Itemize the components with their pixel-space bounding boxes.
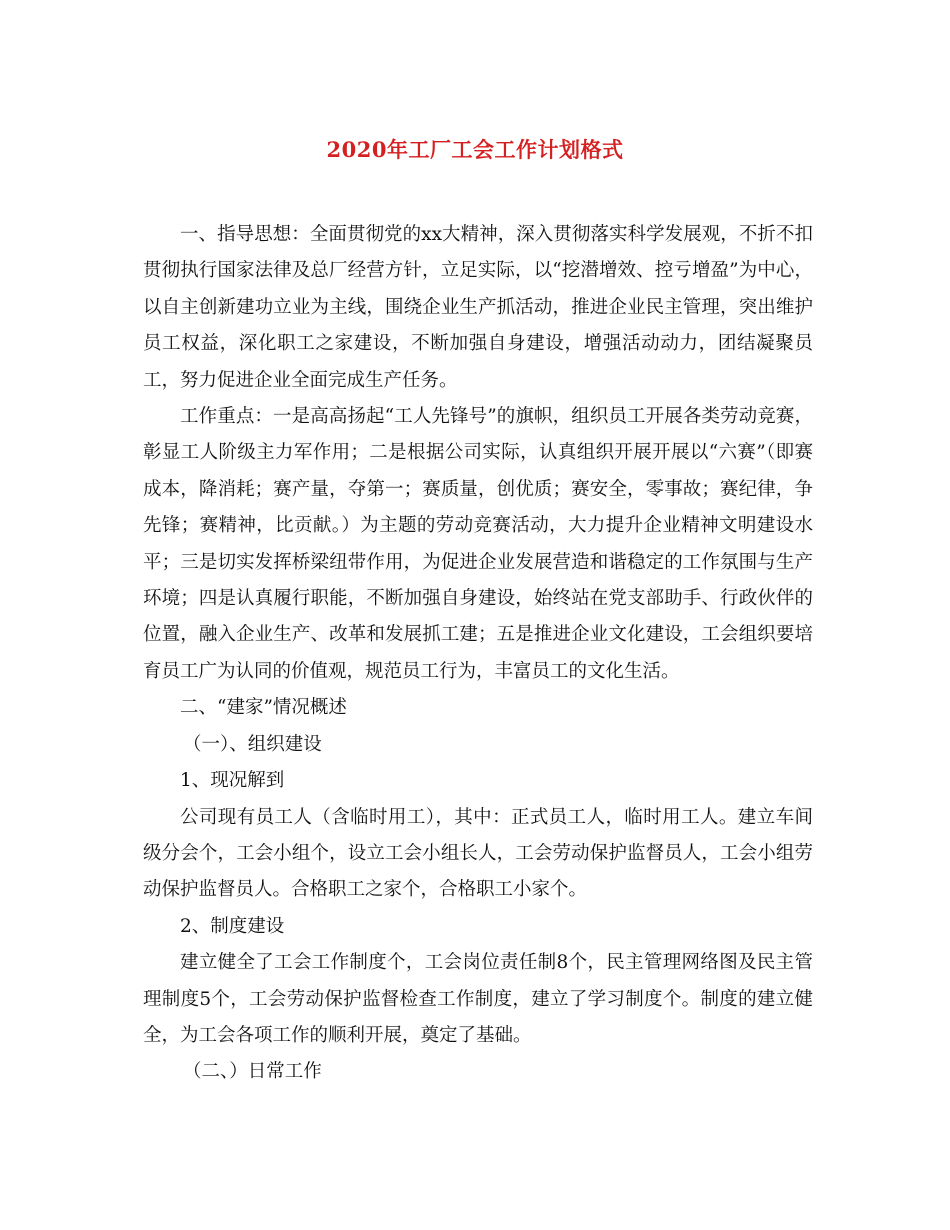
subsection-heading-daily-work: （二、）日常工作 xyxy=(183,1061,322,1083)
paragraph-work-focus: 工作重点：一是高高扬起“工人先锋号”的旗帜，组织员工开展各类劳动竞赛，彰显工人阶级主力军作用；二是根据公司实际，认真组织开展开展以“六赛”（即赛成本，降消耗；赛产量，夺第一；赛质量，创优质；赛安全，零事故；赛纪律，争先锋；赛精神，比贡献。）为主题的劳动竞赛活动，大力提升企业精神文明建设水平；三是切实发挥桥梁纽带作用，为促进企业发展营造和谐稳定的工作氛围与生产环境；四是认真履行职能，不断加强自身建设，始终站在党支部助手、行政伙伴的位置，融入企业生产、改革和发展抓工建；五是推进企业文化建设，工会组织要培育员工广为认同的价值观，规范员工行为，丰富员工的文化生活。 xyxy=(143,406,813,682)
section-heading-home-building: 二、“建家”情况概述 xyxy=(180,697,347,719)
subsection-heading-organization: （一）、组织建设 xyxy=(183,733,322,755)
document-body xyxy=(143,217,813,1091)
paragraph-system-building: 建立健全了工会工作制度个，工会岗位责任制8个，民主管理网络图及民主管理制度5个，工会劳动保护监督检查工作制度，建立了学习制度个。制度的建立健全，为工会各项工作的顺利开展，奠定了基础。 xyxy=(143,952,813,1046)
item-heading-system-building: 2、制度建设 xyxy=(180,915,285,937)
paragraph-guiding-ideology: 一、指导思想：全面贯彻党的xx大精神，深入贯彻落实科学发展观，不折不扣贯彻执行国家法律及总厂经营方针，立足实际，以“挖潜增效、控亏增盈”为中心，以自主创新建功立业为主线，围绕企业生产抓活动，推进企业民主管理，突出维护员工权益，深化职工之家建设，不断加强自身建设，增强活动动力，团结凝聚员工，努力促进企业全面完成生产任务。 xyxy=(143,224,813,391)
document-title: 2020年工厂工会工作计划格式 xyxy=(326,137,624,162)
paragraph-current-status: 公司现有员工人（含临时用工），其中：正式员工人，临时用工人。建立车间级分会个，工会小组个，设立工会小组长人，工会劳动保护监督员人，工会小组劳动保护监督员人。合格职工之家个，合格职工小家个。 xyxy=(143,806,813,901)
item-heading-current-status: 1、现况解到 xyxy=(180,770,285,792)
